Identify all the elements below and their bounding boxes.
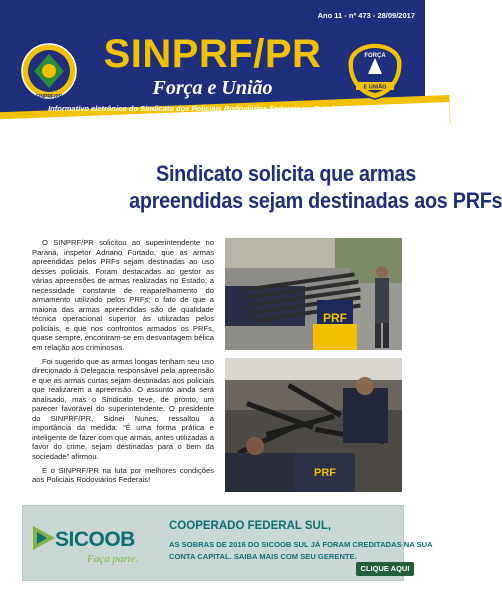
article-body xyxy=(32,238,214,489)
article-paragraph-3: É o SINPRF/PR na luta por melhores condições aos Policiais Rodoviários Federais! xyxy=(32,465,214,485)
seal-text: SINPRF/PR xyxy=(35,94,63,100)
headline-line-2: apreendidas sejam destinadas aos PRFs xyxy=(129,188,502,213)
seized-weapons-photo xyxy=(225,238,402,350)
apprehension-photo xyxy=(225,358,402,492)
masthead xyxy=(0,0,425,122)
sicoob-tagline: Faça parte. xyxy=(87,553,139,565)
brand-title: SINPRF/PR xyxy=(103,32,322,76)
article-paragraph-2: Foi sugerido que as armas longas tenham seu uso direcionado à Delegacia responsável pela apreensão e que as armas curtas sejam destinadas aos policiais que realizarem a apreensão. O assunto ainda será analisado, mas o Sindicato teve, de pronto, um parecer favorável do superintendente. O presidente do SINPRF/PR, Sidnei Nunes, ressaltou a importância da medida: “É uma forma prática e inteligente de fazer com que armas, antes utilizadas a favor do crime, sejam destinadas para o bem da sociedade” afirmou. xyxy=(32,356,214,462)
ad-title: COOPERADO FEDERAL SUL, xyxy=(169,520,332,532)
badge-bottom-text: E UNIÃO xyxy=(363,84,387,91)
headline xyxy=(129,160,502,214)
prf-sign-top: PRF xyxy=(323,311,347,325)
brand-subtitle: Força e União xyxy=(152,77,273,99)
prf-sign-bottom: PRF xyxy=(314,467,336,479)
click-here-button[interactable]: CLIQUE AQUI xyxy=(356,562,414,576)
ad-line-2: CONTA CAPITAL. SAIBA MAIS COM SEU GERENTE. xyxy=(169,552,357,561)
sicoob-ad-banner[interactable] xyxy=(22,505,433,581)
brand-description: Informativo eletrônico do Sindicato dos Policiais Rodoviários Federais no Estado do Paraná xyxy=(48,104,377,113)
badge-top-text: FORÇA xyxy=(364,53,386,59)
sicoob-logo-icon xyxy=(33,526,55,550)
ad-line-1: AS SOBRAS DE 2016 DO SICOOB SUL JÁ FORAM CREDITADAS NA SUA xyxy=(169,540,433,549)
edition-info: Ano 11 - nº 473 - 28/09/2017 xyxy=(317,11,415,20)
headline-line-1: Sindicato solicita que armas xyxy=(156,161,416,186)
sicoob-brand: SICOOB xyxy=(55,528,135,551)
forca-uniao-badge-icon xyxy=(344,40,406,102)
article-paragraph-1: O SINPRF/PR solicitou ao superintendente no Paraná, inspetor Adriano Furtado, que as armas apreendidas pelos PRFs sejam destinadas ao uso desses policiais. Foram destacadas ao gestor as várias apreensões de armas realizadas no Estado; a necessidade constante de reaparelhamento do armamento utilizado pelos PRFs; o fato de que a maioria das armas apreendidas são de qualidade técnica operacional superior às utilizadas pelos policiais, e que nos confrontos armados os PRFs, quase sempre, encontram-se em desvantagem bélica em relação aos criminosos. xyxy=(32,238,214,353)
